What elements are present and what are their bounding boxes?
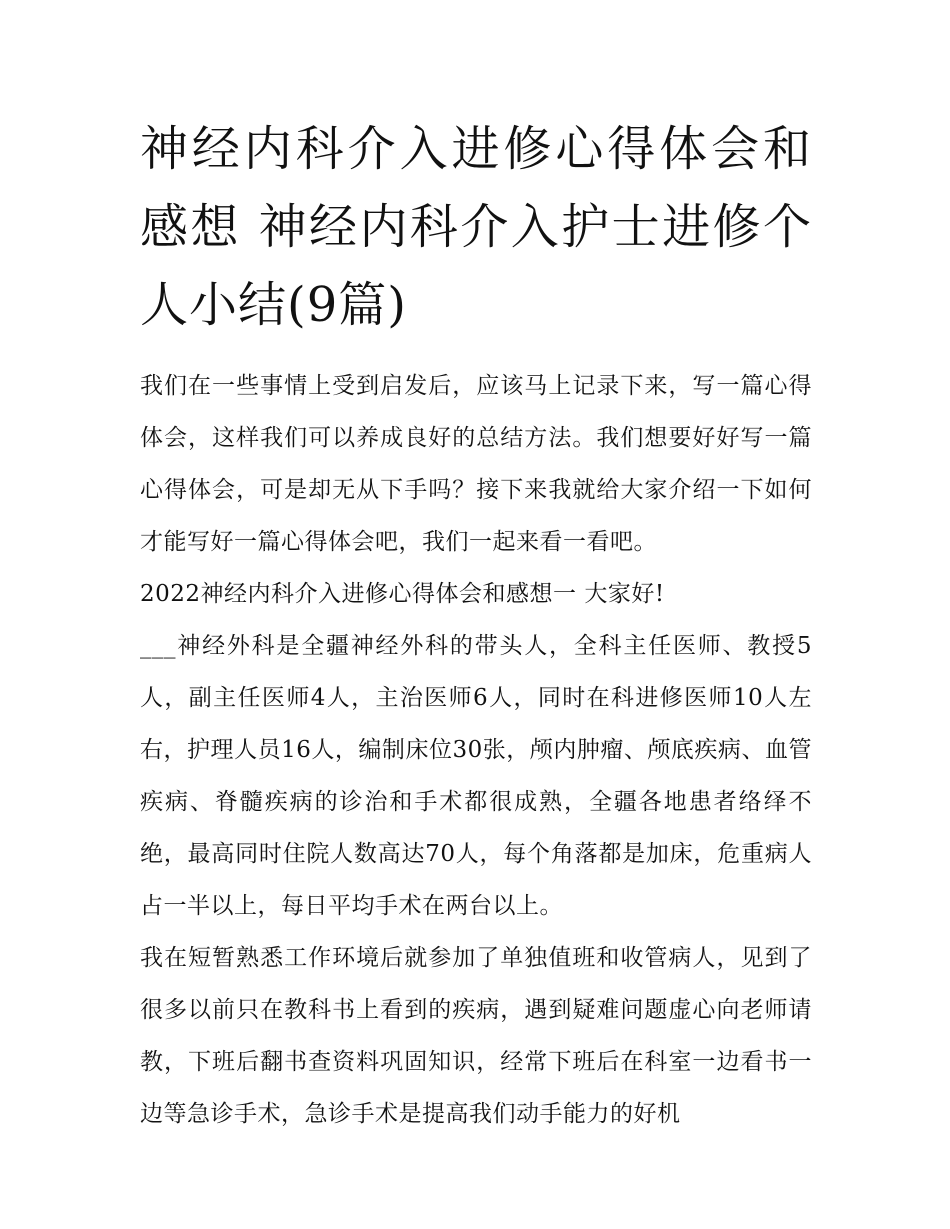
document-page (140, 110, 812, 1140)
experience-paragraph: 我在短暂熟悉工作环境后就参加了单独值班和收管病人，见到了很多以前只在教科书上看到的疾病，遇到疑难问题虚心向老师请教，下班后翻书查资料巩固知识，经常下班后在科室一边看书一边等急诊手术，急诊手术是提高我们动手能力的好机 (140, 945, 812, 1127)
document-body (140, 360, 812, 1140)
section-heading-paragraph: 2022神经内科介入进修心得体会和感想一 大家好! (140, 581, 665, 607)
department-description-paragraph: ___神经外科是全疆神经外科的带头人，全科主任医师、教授5人，副主任医师4人，主治医师6人，同时在科进修医师10人左右，护理人员16人，编制床位30张，颅内肿瘤、颅底疾病、血管疾病、脊髓疾病的诊治和手术都很成熟，全疆各地患者络绎不绝，最高同时住院人数高达70人，每个角落都是加床，危重病人占一半以上，每日平均手术在两台以上。 (140, 633, 812, 919)
document-title: 神经内科介入进修心得体会和感想 神经内科介入护士进修个人小结(9篇) (140, 121, 812, 333)
intro-paragraph: 我们在一些事情上受到启发后，应该马上记录下来，写一篇心得体会，这样我们可以养成良好的总结方法。我们想要好好写一篇心得体会，可是却无从下手吗？接下来我就给大家介绍一下如何才能写好一篇心得体会吧，我们一起来看一看吧。 (140, 373, 812, 555)
